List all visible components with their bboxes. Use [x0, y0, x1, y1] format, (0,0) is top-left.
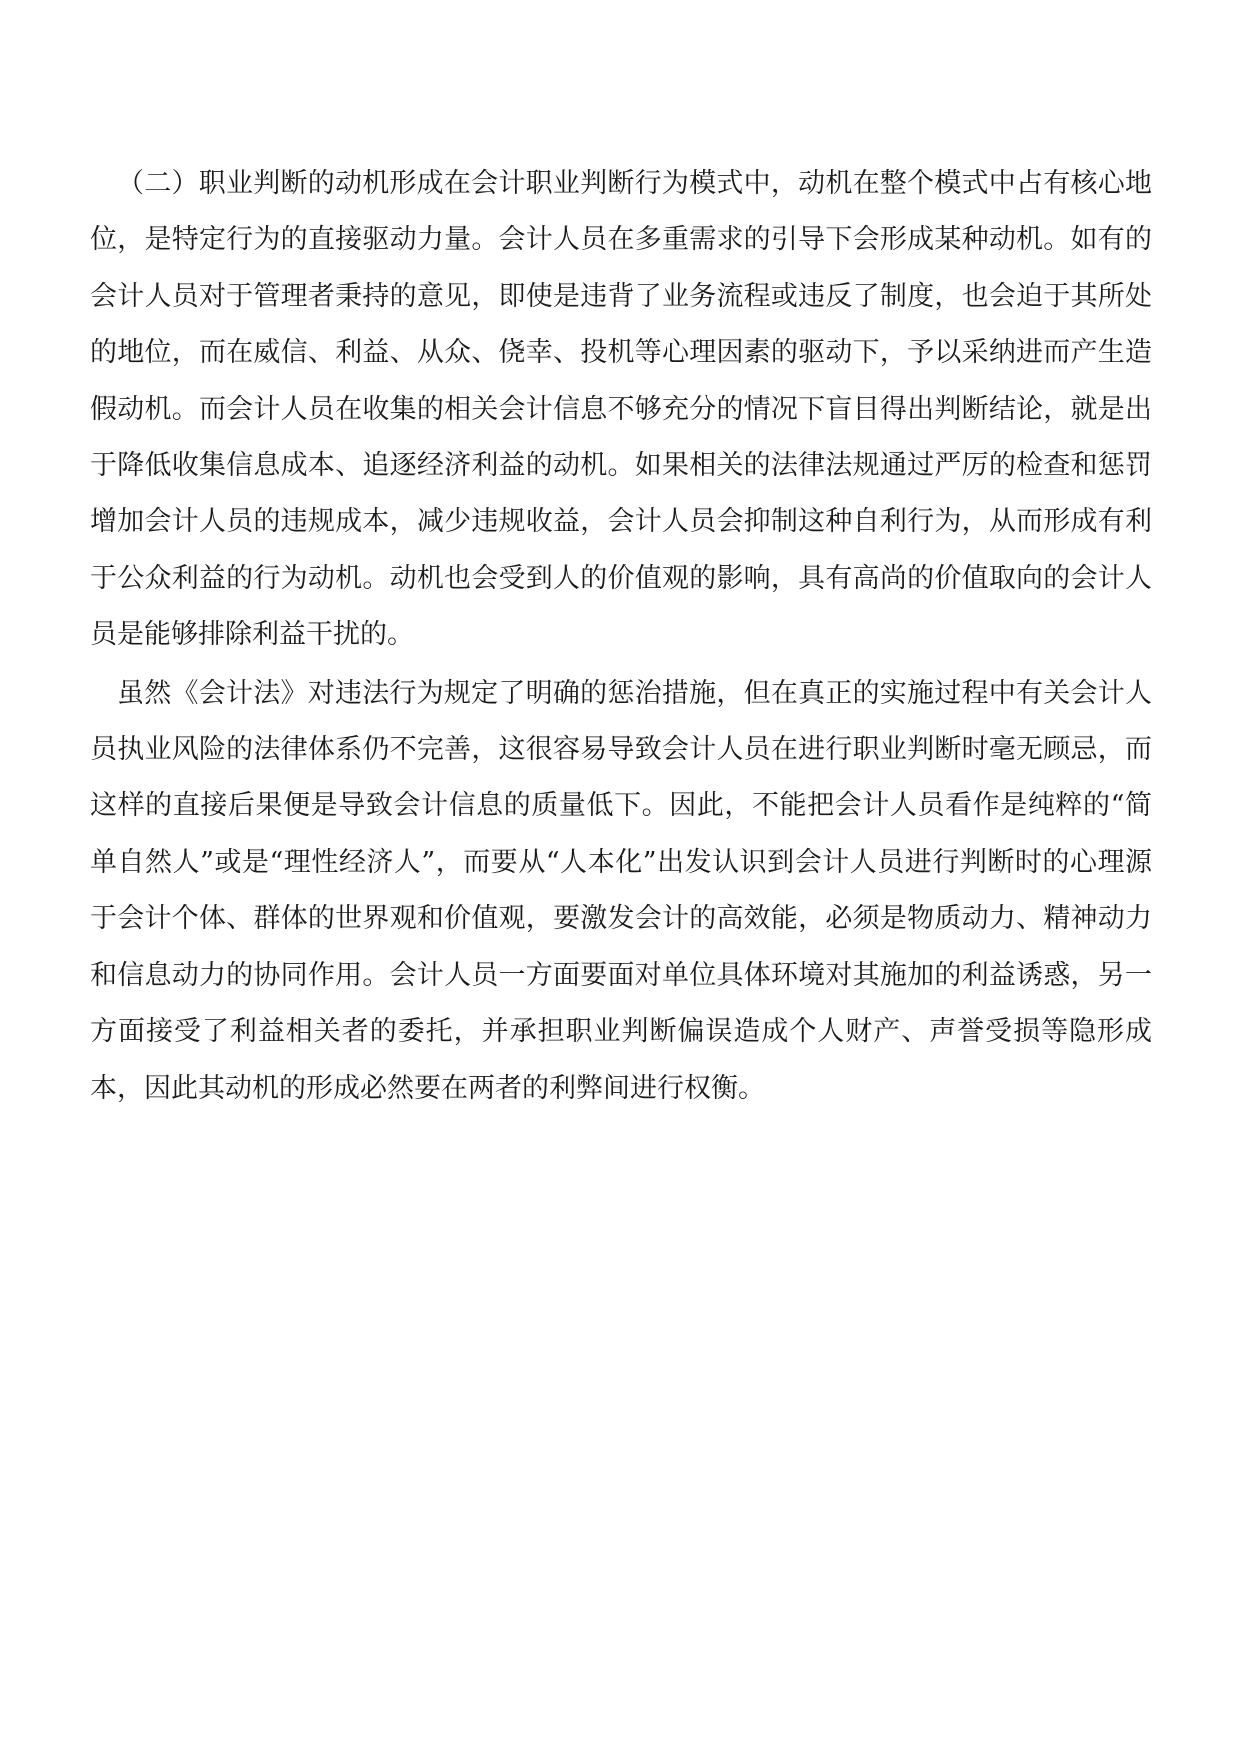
document-body [90, 156, 1152, 1117]
paragraph-accounting-law: 虽然《会计法》对违法行为规定了明确的惩治措施，但在真正的实施过程中有关会计人员执业风险的法律体系仍不完善，这很容易导致会计人员在进行职业判断时毫无顾忌，而这样的直接后果便是导致会计信息的质量低下。因此，不能把会计人员看作是纯粹的“简单自然人”或是“理性经济人”，而要从“人本化”出发认识到会计人员进行判断时的心理源于会计个体、群体的世界观和价值观，要激发会计的高效能，必须是物质动力、精神动力和信息动力的协同作用。会计人员一方面要面对单位具体环境对其施加的利益诱惑，另一方面接受了利益相关者的委托，并承担职业判断偏误造成个人财产、声誉受损等隐形成本，因此其动机的形成必然要在两者的利弊间进行权衡。 [90, 677, 1152, 1104]
paragraph-motive-formation: （二）职业判断的动机形成在会计职业判断行为模式中，动机在整个模式中占有核心地位，是特定行为的直接驱动力量。会计人员在多重需求的引导下会形成某种动机。如有的会计人员对于管理者秉持的意见，即使是违背了业务流程或违反了制度，也会迫于其所处的地位，而在威信、利益、从众、侥幸、投机等心理因素的驱动下，予以采纳进而产生造假动机。而会计人员在收集的相关会计信息不够充分的情况下盲目得出判断结论，就是出于降低收集信息成本、追逐经济利益的动机。如果相关的法律法规通过严厉的检查和惩罚增加会计人员的违规成本，减少违规收益，会计人员会抑制这种自利行为，从而形成有利于公众利益的行为动机。动机也会受到人的价值观的影响，具有高尚的价值取向的会计人员是能够排除利益干扰的。 [90, 168, 1152, 651]
